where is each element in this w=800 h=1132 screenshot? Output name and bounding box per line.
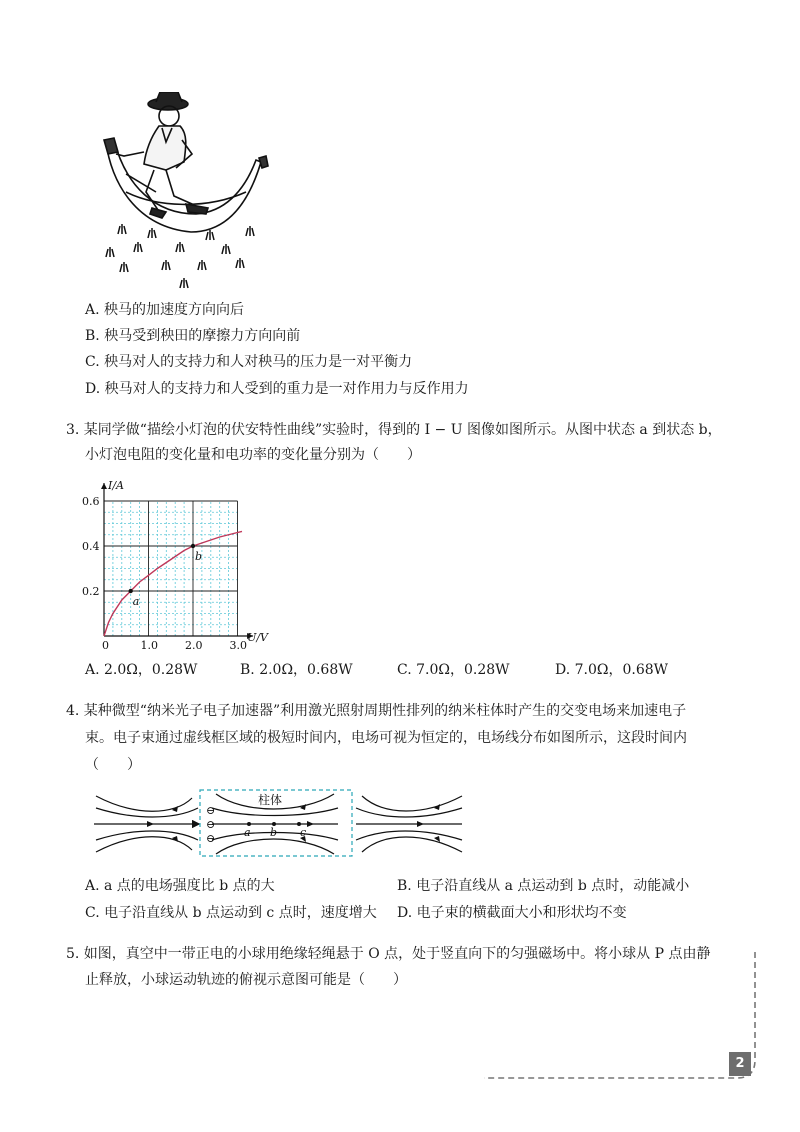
y-axis-label: I/A <box>108 479 124 492</box>
q2-option-b: B. 秧马受到秧田的摩擦力方向向前 <box>85 328 301 344</box>
y-tick-label: 0.4 <box>82 540 100 553</box>
q3-option-b: B. 2.0Ω，0.68W <box>240 662 353 678</box>
electron-symbol-2: ⊖ <box>206 818 216 831</box>
y-axis-arrow <box>101 483 107 489</box>
q4-option-a: A. a 点的电场强度比 b 点的大 <box>85 878 275 894</box>
page-corner-border <box>480 950 770 1090</box>
q3-stem-line1: 3. 某同学做“描绘小灯泡的伏安特性曲线”实验时，得到的 I − U 图像如图所示。从图中状态 a 到状态 b， <box>66 422 722 438</box>
point-a-label: a <box>132 595 140 608</box>
point-a <box>129 589 133 593</box>
q4-option-c: C. 电子沿直线从 b 点运动到 c 点时，速度增大 <box>85 905 377 921</box>
q4-stem-line1: 4. 某种微型“纳米光子电子加速器”利用激光照射周期性排列的纳米柱体时产生的交变电场来加速电子 <box>66 703 687 719</box>
iu-chart <box>70 474 290 649</box>
q5-stem-line2: 止释放，小球运动轨迹的俯视示意图可能是（ ） <box>85 972 407 988</box>
q2-option-d: D. 秧马对人的支持力和人受到的重力是一对作用力与反作用力 <box>85 381 469 397</box>
x-tick-label: 2.0 <box>185 639 203 649</box>
field-line-diagram <box>94 786 464 862</box>
y-tick-label: 0.2 <box>82 585 100 598</box>
q5-stem-line1: 5. 如图，真空中一带正电的小球用绝缘轻绳悬于 O 点，处于竖直向下的匀强磁场中。将小球从 P 点由静 <box>66 946 711 962</box>
q4-option-d: D. 电子束的横截面大小和形状均不变 <box>397 905 627 921</box>
pillar-label: 柱体 <box>258 793 283 807</box>
x-tick-label: 0 <box>102 639 109 649</box>
q3-stem-line2: 小灯泡电阻的变化量和电功率的变化量分别为（ ） <box>85 447 421 463</box>
x-tick-label: 3.0 <box>229 639 247 649</box>
q3-option-a: A. 2.0Ω，0.28W <box>85 662 198 678</box>
q2-option-c: C. 秧马对人的支持力和人对秧马的压力是一对平衡力 <box>85 354 413 370</box>
yangma-illustration <box>96 92 276 292</box>
iu-curve <box>104 531 242 636</box>
x-axis-label: U/V <box>247 631 268 644</box>
point-b <box>191 544 195 548</box>
electron-symbol-3: ⊖ <box>206 832 216 845</box>
q4-option-b: B. 电子沿直线从 a 点运动到 b 点时，动能减小 <box>397 878 690 894</box>
point-b-label: b <box>270 826 278 839</box>
q4-stem-line2: 束。电子束通过虚线框区域的极短时间内，电场可视为恒定的，电场线分布如图所示，这段时间内 <box>85 730 687 746</box>
electron-symbol-1: ⊖ <box>206 804 216 817</box>
q3-option-d: D. 7.0Ω，0.68W <box>555 662 669 678</box>
q2-option-a: A. 秧马的加速度方向向后 <box>85 302 245 318</box>
point-b-label: b <box>195 550 203 563</box>
q4-stem-line3: （ ） <box>85 757 141 773</box>
point-a-label: a <box>244 826 251 839</box>
point-c-label: c <box>300 826 307 839</box>
y-tick-label: 0.6 <box>82 495 100 508</box>
page-number: 2 <box>729 1052 751 1076</box>
x-tick-label: 1.0 <box>140 639 158 649</box>
q3-option-c: C. 7.0Ω，0.28W <box>397 662 510 678</box>
